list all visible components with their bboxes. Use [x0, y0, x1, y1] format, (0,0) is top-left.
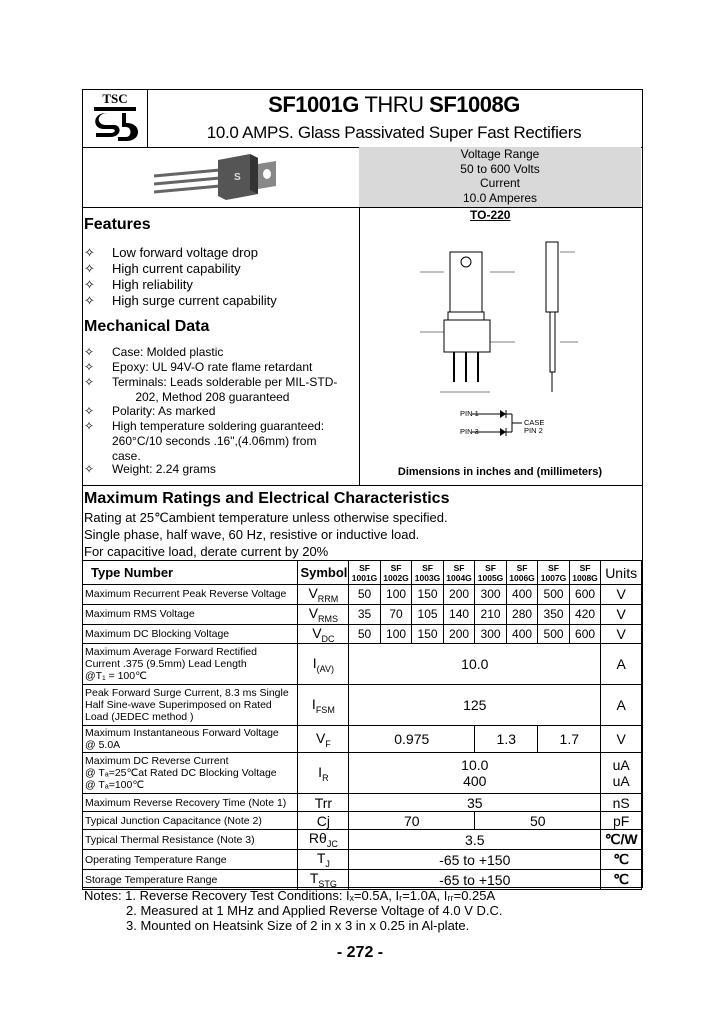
package-outline-drawing: [400, 222, 600, 462]
page-title: [148, 92, 640, 118]
param-symbol: $I_{FSM}$: [298, 685, 349, 726]
param-desc: Typical Junction Capacitance (Note 2): [83, 812, 298, 830]
value-cell: 600: [569, 624, 601, 644]
param-symbol: $I_R$: [298, 753, 349, 794]
part-header: SF 1005G: [475, 561, 507, 585]
mechanical-text: High temperature soldering guaranteed: 260°C/10 seconds .16",(4.06mm) from case.: [112, 419, 325, 463]
part-header: SF 1007G: [538, 561, 570, 585]
value-cell: 150: [412, 624, 444, 644]
unit-cell: A: [601, 685, 642, 726]
mechanical-text: Epoxy: UL 94V-O rate flame retardant: [112, 360, 313, 374]
logo-mark-icon: [88, 105, 142, 143]
table-header-row: [83, 561, 642, 585]
part-header: SF 1003G: [412, 561, 444, 585]
feature-text: Low forward voltage drop: [112, 245, 258, 260]
value-cell: 400: [506, 585, 538, 605]
value-cell: 3.5: [349, 830, 601, 850]
unit-cell: V: [601, 604, 642, 624]
unit-cell: V: [601, 726, 642, 753]
page-number: - 272 -: [336, 944, 384, 961]
value-cell: 200: [443, 585, 475, 605]
param-desc: Maximum DC Reverse Current @ Tₐ=25℃at Rated DC Blocking Voltage @ Tₐ=100℃: [83, 753, 298, 794]
value-cell: 400: [506, 624, 538, 644]
unit-cell: A: [601, 644, 642, 685]
value-cell: 50: [349, 624, 381, 644]
note-line: 2. Measured at 1 MHz and Applied Reverse Voltage of 4.0 V D.C.: [126, 903, 503, 918]
divider: [82, 485, 642, 486]
param-desc: Maximum Average Forward Rectified Current .375 (9.5mm) Lead Length @T₁ = 100℃: [83, 644, 298, 685]
param-symbol: $I_{(AV)}$: [298, 644, 349, 685]
pin2-label: PIN 2: [524, 426, 543, 435]
dimensions-note: Dimensions in inches and (millimeters): [397, 466, 603, 478]
table-row: [83, 753, 642, 794]
unit-cell: V: [601, 624, 642, 644]
unit-cell: uA uA: [601, 753, 642, 794]
param-symbol: $V_{RMS}$: [298, 604, 349, 624]
value-cell: 600: [569, 585, 601, 605]
table-row: [83, 794, 642, 812]
pin1-label: PIN 1: [460, 409, 479, 418]
param-symbol: Trr: [298, 794, 349, 812]
current-value: 10.0 Amperes: [462, 190, 538, 205]
spec-box: [359, 147, 641, 207]
param-desc: Maximum Reverse Recovery Time (Note 1): [83, 794, 298, 812]
divider: [82, 207, 642, 208]
value-cell: 100: [380, 624, 412, 644]
table-row: [83, 870, 642, 890]
pin3-label: PIN 3: [460, 427, 479, 436]
feature-text: High reliability: [112, 277, 193, 292]
tsc-logo: [88, 92, 142, 144]
unit-cell: pF: [601, 812, 642, 830]
ratings-heading: Maximum Ratings and Electrical Characteristics: [84, 490, 450, 507]
param-desc: Maximum Recurrent Peak Reverse Voltage: [83, 585, 298, 605]
package-name: TO-220: [470, 208, 511, 222]
units-header: Units: [601, 561, 642, 585]
table-row: [83, 585, 642, 605]
param-symbol: $R\theta_{JC}$: [298, 830, 349, 850]
table-row: [83, 685, 642, 726]
unit-cell: ℃/W: [601, 830, 642, 850]
param-desc: Maximum Instantaneous Forward Voltage @ 5.0A: [83, 726, 298, 753]
param-symbol: $V_{RRM}$: [298, 585, 349, 605]
value-cell: 35: [349, 794, 601, 812]
value-cell: 140: [443, 604, 475, 624]
value-cell: 35: [349, 604, 381, 624]
param-desc: Maximum DC Blocking Voltage: [83, 624, 298, 644]
mechanical-heading: Mechanical Data: [84, 318, 210, 335]
table-row: [83, 604, 642, 624]
unit-cell: V: [601, 585, 642, 605]
ratings-table: [82, 560, 642, 890]
value-cell: 105: [412, 604, 444, 624]
value-cell: 500: [538, 624, 570, 644]
value-cell: 125: [349, 685, 601, 726]
param-desc: Maximum RMS Voltage: [83, 604, 298, 624]
part-header: SF 1004G: [443, 561, 475, 585]
value-cell: -65 to +150: [349, 870, 601, 890]
table-row: [83, 644, 642, 685]
param-symbol: $T_J$: [298, 850, 349, 870]
svg-text:S: S: [234, 172, 241, 183]
value-cell: 350: [538, 604, 570, 624]
part-start: SF1001G: [268, 92, 359, 117]
part-end: SF1008G: [429, 92, 520, 117]
mechanical-text: Terminals: Leads solderable per MIL-STD- 202, Method 208 guaranteed: [112, 375, 338, 404]
param-symbol: Cj: [298, 812, 349, 830]
param-symbol: $V_F$: [298, 726, 349, 753]
mechanical-text: Polarity: As marked: [112, 404, 216, 418]
ratings-line: Single phase, half wave, 60 Hz, resistive or inductive load.: [84, 527, 420, 542]
value-cell: 10.0: [349, 644, 601, 685]
value-cell: -65 to +150: [349, 850, 601, 870]
type-number-header: Type Number: [83, 561, 298, 585]
table-row: [83, 850, 642, 870]
table-row: [83, 830, 642, 850]
symbol-header: Symbol: [298, 561, 349, 585]
ratings-line: For capacitive load, derate current by 20%: [84, 544, 329, 559]
value-cell: 300: [475, 624, 507, 644]
param-desc: Storage Temperature Range: [83, 870, 298, 890]
unit-cell: nS: [601, 794, 642, 812]
part-header: SF 1002G: [380, 561, 412, 585]
value-cell: 150: [412, 585, 444, 605]
table-row: [83, 812, 642, 830]
voltage-value: 50 to 600 Volts: [460, 161, 540, 176]
table-row: [83, 624, 642, 644]
part-header: SF 1008G: [569, 561, 601, 585]
param-desc: Typical Thermal Resistance (Note 3): [83, 830, 298, 850]
value-cell: 500: [538, 585, 570, 605]
part-header: SF 1001G: [349, 561, 381, 585]
value-cell: 100: [380, 585, 412, 605]
param-desc: Operating Temperature Range: [83, 850, 298, 870]
param-symbol: $T_{STG}$: [298, 870, 349, 890]
features-heading: Features: [84, 216, 151, 233]
part-header: SF 1006G: [506, 561, 538, 585]
value-cell: 1.7: [538, 726, 601, 753]
note-line: 3. Mounted on Heatsink Size of 2 in x 3 in x 0.25 in Al-plate.: [126, 918, 470, 933]
to220-package-icon: [150, 152, 290, 204]
case-label: CASE: [524, 418, 545, 427]
param-desc: Peak Forward Surge Current, 8.3 ms Single Half Sine-wave Superimposed on Rated Load (JEDEC method ): [83, 685, 298, 726]
value-cell: 200: [443, 624, 475, 644]
current-label: Current: [479, 176, 520, 190]
value-cell: 50: [475, 812, 601, 830]
value-cell: 1.3: [475, 726, 538, 753]
value-cell: 10.0 400: [349, 753, 601, 794]
subtitle: 10.0 AMPS. Glass Passivated Super Fast Rectifiers: [206, 123, 582, 142]
value-cell: 300: [475, 585, 507, 605]
ratings-line: Rating at 25℃ambient temperature unless otherwise specified.: [84, 510, 448, 525]
table-row: [83, 726, 642, 753]
logo-text: TSC: [102, 91, 128, 106]
value-cell: 0.975: [349, 726, 475, 753]
param-symbol: $V_{DC}$: [298, 624, 349, 644]
unit-cell: ℃: [601, 870, 642, 890]
value-cell: 70: [349, 812, 475, 830]
value-cell: 420: [569, 604, 601, 624]
feature-text: High surge current capability: [112, 293, 277, 308]
thru-word: THRU: [364, 92, 424, 117]
value-cell: 280: [506, 604, 538, 624]
value-cell: 50: [349, 585, 381, 605]
mechanical-text: Weight: 2.24 grams: [112, 462, 216, 476]
feature-text: High current capability: [112, 261, 241, 276]
note-line: Notes: 1. Reverse Recovery Test Conditions: Iₓ=0.5A, Iᵣ=1.0A, Iᵣᵣ=0.25A: [84, 888, 496, 903]
unit-cell: ℃: [601, 850, 642, 870]
voltage-label: Voltage Range: [460, 147, 540, 161]
value-cell: 70: [380, 604, 412, 624]
mechanical-text: Case: Molded plastic: [112, 345, 224, 359]
value-cell: 210: [475, 604, 507, 624]
